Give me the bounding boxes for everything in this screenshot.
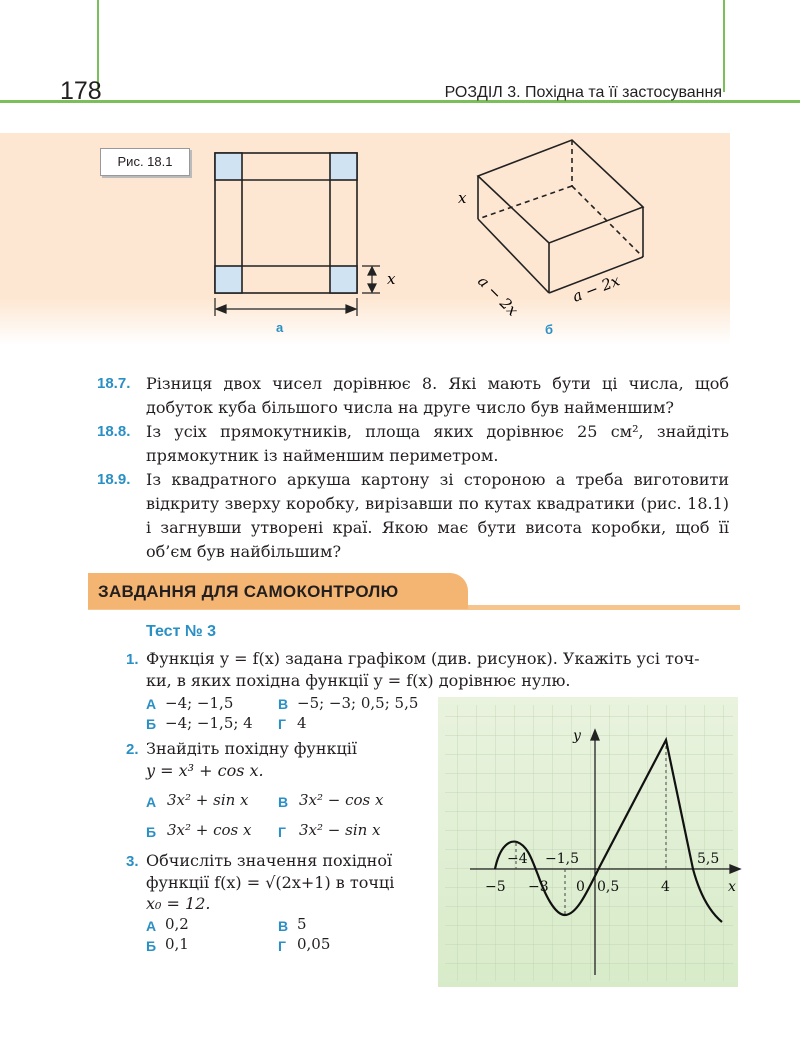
problem-number: 18.8. (97, 423, 131, 440)
fig-b-dim-right: a − 2x (569, 271, 623, 306)
problem-text: Із усіх прямокутників, площа яких дорівнює 25 см², знайдіть прямокутник із найменшим периметром. (146, 422, 729, 465)
option-value[interactable]: 4 (297, 714, 307, 732)
option-value[interactable]: 5 (297, 915, 307, 933)
option-letter: В (278, 696, 289, 712)
option-letter: Г (278, 938, 286, 954)
question-text-line: функції f(x) = √(2x+1) в точці (146, 873, 395, 892)
option-value[interactable]: 3x² − cos x (299, 791, 384, 809)
graph-tick-label: 0,5 (597, 879, 620, 895)
option-letter: Б (146, 938, 157, 954)
graph-tick-label: 5,5 (697, 851, 720, 867)
option-letter: А (146, 794, 157, 810)
option-letter: Г (278, 716, 286, 732)
question-text-line: Обчисліть значення похідної (146, 851, 393, 870)
problem-number: 18.7. (97, 375, 131, 392)
question-text-line: Знайдіть похідну функції (146, 739, 358, 758)
graph-tick-label: −1,5 (545, 851, 579, 867)
option-value[interactable]: 0,1 (165, 935, 189, 953)
graph-tick-label: −4 (507, 851, 528, 867)
option-value[interactable]: 0,2 (165, 915, 189, 933)
running-head: РОЗДІЛ 3. Похідна та її застосування (444, 84, 722, 101)
question-text-line: Функція y = f(x) задана графіком (див. рисунок). Укажіть усі точ- (146, 649, 700, 668)
option-value[interactable]: 0,05 (297, 935, 331, 953)
graph-tick-label: −5 (485, 879, 506, 895)
option-letter: В (278, 918, 289, 934)
option-letter: Г (278, 824, 286, 840)
figure-tag: Рис. 18.1 (100, 148, 190, 176)
option-letter: Б (146, 824, 157, 840)
problem-text: Із квадратного аркуша картону зі стороною a треба виготовити відкриту зверху коробку, вирізавши по кутах квадратики (рис. 18.1) і загнувши утворені краї. Якою має бути висота коробки, щоб її об’єм був найбільшим? (146, 470, 729, 561)
figure-a-caption: а (276, 320, 284, 335)
question-text-line: y = x³ + cos x. (146, 761, 264, 780)
question-text-line: ки, в яких похідна функції y = f(x) дорівнює нулю. (146, 671, 571, 690)
option-letter: А (146, 918, 157, 934)
question-number: 2. (126, 741, 139, 758)
graph-y-label: y (573, 728, 581, 744)
option-value[interactable]: −5; −3; 0,5; 5,5 (297, 694, 419, 712)
option-letter: В (278, 794, 289, 810)
option-value[interactable]: 3x² + sin x (167, 791, 249, 809)
graph-tick-label: 4 (661, 879, 670, 895)
option-value[interactable]: −4; −1,5 (165, 694, 234, 712)
question-text-line: x₀ = 12. (146, 894, 211, 913)
question-number: 3. (126, 853, 139, 870)
figure-b-caption: б (545, 322, 554, 337)
test-title: Тест № 3 (146, 623, 217, 640)
fig-b-dim-left: a − 2x (474, 272, 522, 320)
option-letter: Б (146, 716, 157, 732)
option-value[interactable]: −4; −1,5; 4 (165, 714, 253, 732)
problem-number: 18.9. (97, 471, 131, 488)
section-title: ЗАВДАННЯ ДЛЯ САМОКОНТРОЛЮ (98, 582, 399, 601)
graph-tick-label: −3 (528, 879, 549, 895)
problem-text: Різниця двох чисел дорівнює 8. Які мають бути ці числа, щоб добуток куба більшого числа на друге число був найменшим? (146, 374, 729, 417)
graph-tick-label: 0 (576, 879, 585, 895)
question-number: 1. (126, 651, 139, 668)
option-value[interactable]: 3x² − sin x (299, 821, 381, 839)
option-letter: А (146, 696, 157, 712)
fig-b-x-label: x (458, 189, 467, 207)
graph-x-label: x (728, 879, 736, 895)
fig-a-x-label: x (387, 270, 396, 288)
page-number: 178 (60, 77, 102, 105)
option-value[interactable]: 3x² + cos x (167, 821, 252, 839)
